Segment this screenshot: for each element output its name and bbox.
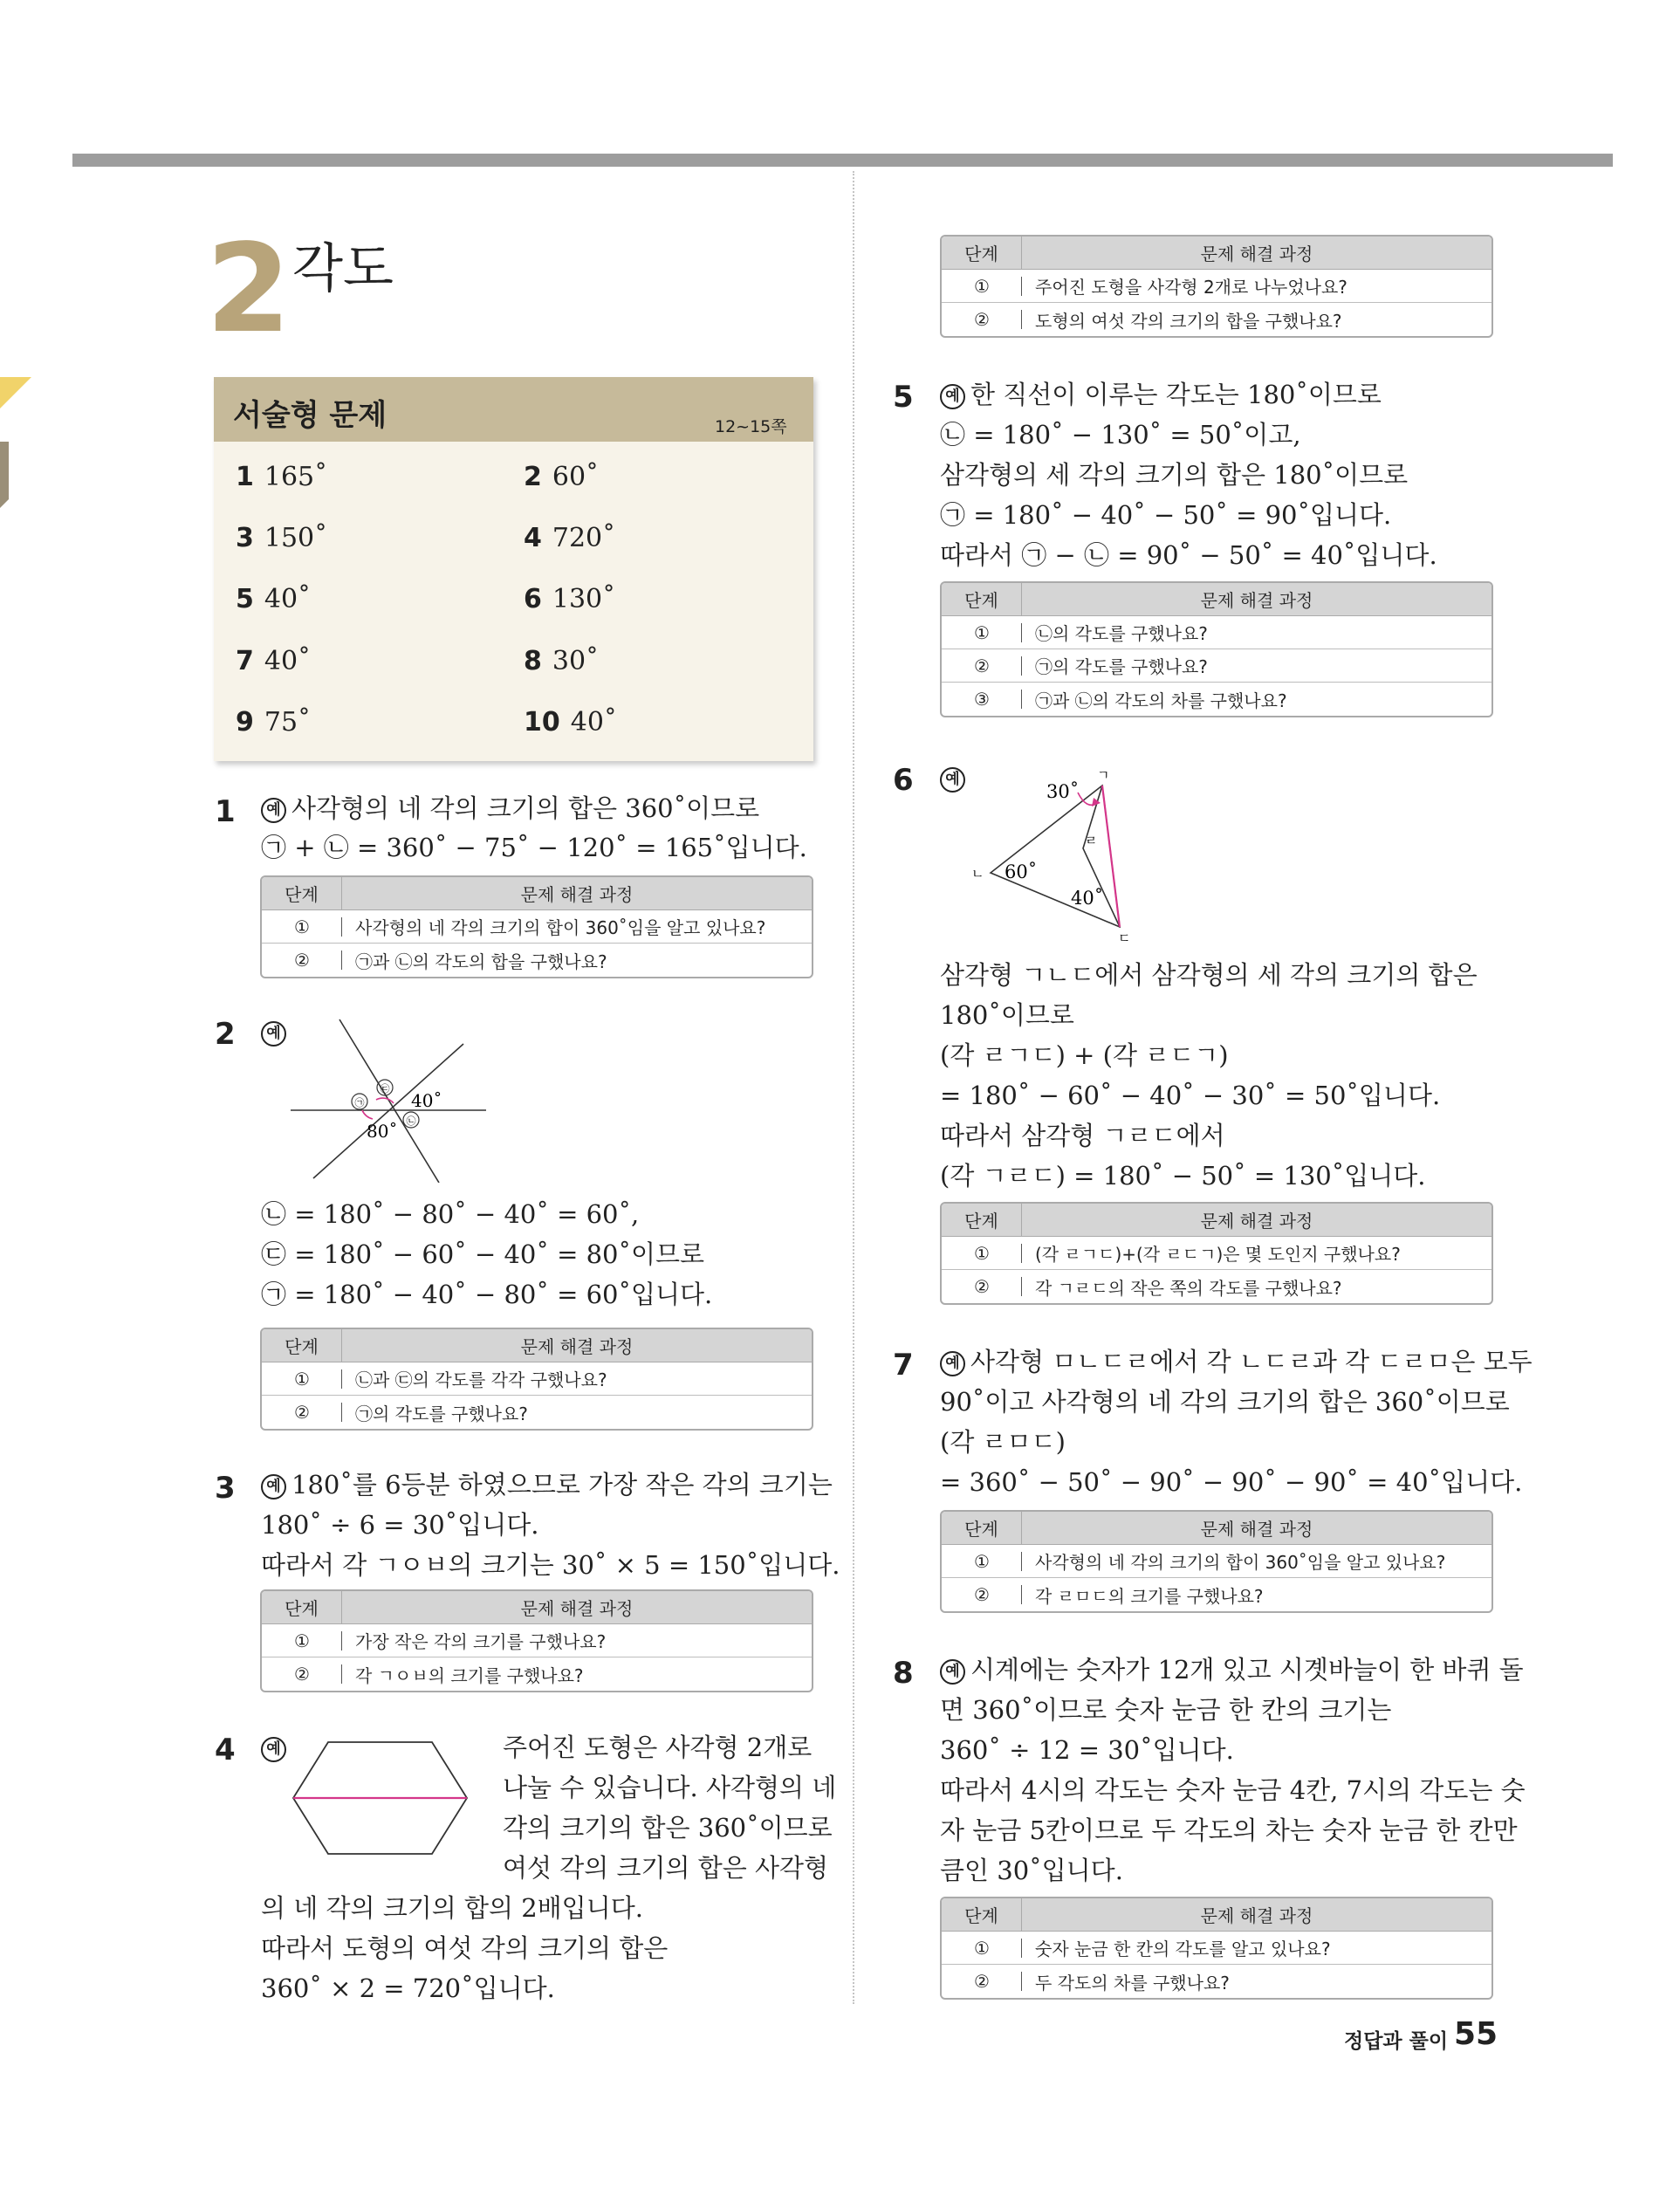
answer-item: 6 130˚ bbox=[524, 584, 616, 614]
example-mark-line bbox=[261, 1735, 291, 1762]
problem-text-line: 360˚ × 2 = 720˚입니다. bbox=[261, 1973, 555, 2003]
table-row: ① 가장 작은 각의 크기를 구했나요? bbox=[262, 1624, 812, 1657]
example-mark: 예 bbox=[940, 767, 965, 793]
step-table: 단계 문제 해결 과정 ① ㉡의 각도를 구했나요? ② ㉠의 각도를 구했나요? ③ ㉠과 ㉡의 각도의 차를 구했나요? bbox=[940, 581, 1493, 717]
problem-text-line: = 360˚ − 50˚ − 90˚ − 90˚ − 90˚ = 40˚입니다. bbox=[940, 1467, 1523, 1497]
table-row: ② 두 각도의 차를 구했나요? bbox=[942, 1965, 1491, 1998]
problem-number: 1 bbox=[215, 794, 236, 829]
table-row: ③ ㉠과 ㉡의 각도의 차를 구했나요? bbox=[942, 683, 1491, 716]
problem-number: 7 bbox=[893, 1348, 914, 1383]
problem-text-line: ㉠ = 180˚ − 40˚ − 50˚ = 90˚입니다. bbox=[940, 500, 1392, 530]
problem-text-line: 따라서 4시의 각도는 숫자 눈금 4칸, 7시의 각도는 숫 bbox=[940, 1775, 1526, 1805]
svg-text:㉢: ㉢ bbox=[380, 1083, 390, 1095]
problem-text-line: 따라서 삼각형 ㄱㄹㄷ에서 bbox=[940, 1121, 1225, 1150]
answer-item: 10 40˚ bbox=[524, 707, 617, 738]
problem-text-line: 180˚이므로 bbox=[940, 1000, 1074, 1030]
svg-text:ㄴ: ㄴ bbox=[971, 866, 984, 882]
problem-text-line: 의 네 각의 크기의 합의 2배입니다. bbox=[261, 1893, 643, 1923]
problem-number: 6 bbox=[893, 763, 914, 798]
column-divider bbox=[853, 171, 854, 2004]
table-row: ① 사각형의 네 각의 크기의 합이 360˚임을 알고 있나요? bbox=[262, 910, 812, 944]
table-row: ② 각 ㄱㄹㄷ의 작은 쪽의 각도를 구했나요? bbox=[942, 1270, 1491, 1303]
problem-text-line: 자 눈금 5칸이므로 두 각도의 차는 숫자 눈금 한 칸만 bbox=[940, 1815, 1518, 1845]
example-mark: 예 bbox=[261, 798, 286, 823]
step-table: 단계 문제 해결 과정 ① (각 ㄹㄱㄷ)+(각 ㄹㄷㄱ)은 몇 도인지 구했나요? ② 각 ㄱㄹㄷ의 작은 쪽의 각도를 구했나요? bbox=[940, 1202, 1493, 1305]
answer-summary-box bbox=[214, 377, 813, 761]
svg-text:ㄱ: ㄱ bbox=[1097, 767, 1110, 783]
table-row: ② 도형의 여섯 각의 크기의 합을 구했나요? bbox=[942, 303, 1491, 336]
table-row: ② 각 ㄱㅇㅂ의 크기를 구했나요? bbox=[262, 1657, 812, 1691]
intersecting-lines-figure bbox=[284, 1012, 493, 1183]
problem-text-line: 큼인 30˚입니다. bbox=[940, 1856, 1123, 1885]
problem-text-line: 삼각형 ㄱㄴㄷ에서 삼각형의 세 각의 크기의 합은 bbox=[940, 960, 1478, 990]
table-row: ② ㉠의 각도를 구했나요? bbox=[262, 1396, 812, 1429]
answer-item: 4 720˚ bbox=[524, 523, 616, 553]
problem-text-line: ㉠ = 180˚ − 40˚ − 80˚ = 60˚입니다. bbox=[261, 1280, 713, 1309]
problem-text-line: 따라서 ㉠ − ㉡ = 90˚ − 50˚ = 40˚입니다. bbox=[940, 540, 1437, 570]
answer-item: 8 30˚ bbox=[524, 646, 600, 676]
triangle-figure bbox=[964, 765, 1139, 944]
problem-text-line: ㉡ = 180˚ − 130˚ = 50˚이고, bbox=[940, 420, 1301, 450]
problem-number: 8 bbox=[893, 1656, 914, 1691]
answer-item: 3 150˚ bbox=[236, 523, 328, 553]
hexagon-figure bbox=[288, 1737, 471, 1863]
problem-text-line: (각 ㄱㄹㄷ) = 180˚ − 50˚ = 130˚입니다. bbox=[940, 1161, 1426, 1191]
example-mark: 예 bbox=[261, 1474, 286, 1500]
answer-item: 7 40˚ bbox=[236, 646, 312, 676]
table-row: ② ㉠과 ㉡의 각도의 합을 구했나요? bbox=[262, 944, 812, 977]
summary-fold-decoration bbox=[0, 377, 49, 508]
top-rule bbox=[72, 154, 1613, 167]
step-table: 단계 문제 해결 과정 ① 사각형의 네 각의 크기의 합이 360˚임을 알고 있나요? ② 각 ㄹㅁㄷ의 크기를 구했나요? bbox=[940, 1510, 1493, 1613]
problem-text-line: (각 ㄹㄱㄷ) + (각 ㄹㄷㄱ) bbox=[940, 1040, 1229, 1070]
svg-text:㉡: ㉡ bbox=[406, 1115, 416, 1127]
table-row: ② 각 ㄹㅁㄷ의 크기를 구했나요? bbox=[942, 1578, 1491, 1611]
problem-text-line: 예 180˚를 6등분 하였으므로 가장 작은 각의 크기는 bbox=[261, 1472, 833, 1500]
answer-item: 5 40˚ bbox=[236, 584, 312, 614]
problem-text-line: 예 사각형의 네 각의 크기의 합은 360˚이므로 bbox=[261, 796, 759, 823]
answer-item: 1 165˚ bbox=[236, 462, 328, 492]
answer-item: 9 75˚ bbox=[236, 707, 312, 738]
problem-text-line: ㉠ + ㉡ = 360˚ − 75˚ − 120˚ = 165˚입니다. bbox=[261, 833, 807, 862]
table-row: ① (각 ㄹㄱㄷ)+(각 ㄹㄷㄱ)은 몇 도인지 구했나요? bbox=[942, 1237, 1491, 1270]
example-mark: 예 bbox=[261, 1021, 286, 1047]
footer-label: 정답과 풀이 bbox=[1344, 2030, 1449, 2053]
problem-text-line: ㉡ = 180˚ − 80˚ − 40˚ = 60˚, bbox=[261, 1199, 640, 1229]
problem-text-line: 180˚ ÷ 6 = 30˚입니다. bbox=[261, 1510, 539, 1540]
table-row: ② ㉠의 각도를 구했나요? bbox=[942, 649, 1491, 683]
table-row: ① ㉡과 ㉢의 각도를 각각 구했나요? bbox=[262, 1362, 812, 1396]
problem-text-line: 따라서 각 ㄱㅇㅂ의 크기는 30˚ × 5 = 150˚입니다. bbox=[261, 1550, 840, 1580]
problem-text-line: 예 시계에는 숫자가 12개 있고 시곗바늘이 한 바퀴 돌 bbox=[940, 1657, 1524, 1685]
svg-text:ㄷ: ㄷ bbox=[1118, 930, 1131, 944]
problem-text-line: 예 한 직선이 이루는 각도는 180˚이므로 bbox=[940, 382, 1382, 409]
step-table: 단계 문제 해결 과정 ① 가장 작은 각의 크기를 구했나요? ② 각 ㄱㅇㅂ의 크기를 구했나요? bbox=[260, 1589, 813, 1692]
problem-number: 3 bbox=[215, 1471, 236, 1506]
chapter-number: 2 bbox=[206, 218, 291, 360]
table-row: ① ㉡의 각도를 구했나요? bbox=[942, 616, 1491, 649]
summary-pages: 12~15쪽 bbox=[715, 417, 787, 436]
problem-text-line: 각의 크기의 합은 360˚이므로 bbox=[503, 1813, 833, 1843]
problem-text-line: 90˚이고 사각형의 네 각의 크기의 합은 360˚이므로 bbox=[940, 1387, 1510, 1417]
problem-text-line: 삼각형의 세 각의 크기의 합은 180˚이므로 bbox=[940, 460, 1409, 490]
svg-text:ㄹ: ㄹ bbox=[1085, 833, 1098, 848]
summary-title: 서술형 문제 bbox=[233, 398, 387, 433]
problem-text-line: 360˚ ÷ 12 = 30˚입니다. bbox=[940, 1735, 1234, 1765]
page-number: 55 bbox=[1454, 2016, 1498, 2052]
problem-text-line: 예 사각형 ㅁㄴㄷㄹ에서 각 ㄴㄷㄹ과 각 ㄷㄹㅁ은 모두 bbox=[940, 1349, 1533, 1376]
svg-text:40˚: 40˚ bbox=[411, 1090, 442, 1111]
svg-text:80˚: 80˚ bbox=[367, 1121, 398, 1142]
svg-text:㉠: ㉠ bbox=[354, 1097, 365, 1108]
example-mark: 예 bbox=[940, 1351, 965, 1376]
chapter-title: 각도 bbox=[292, 238, 394, 299]
step-table: 단계 문제 해결 과정 ① 주어진 도형을 사각형 2개로 나누었나요? ② 도형의 여섯 각의 크기의 합을 구했나요? bbox=[940, 235, 1493, 338]
summary-header bbox=[214, 377, 813, 442]
example-mark: 예 bbox=[940, 1659, 965, 1685]
example-mark: 예 bbox=[261, 1737, 286, 1762]
svg-text:40˚: 40˚ bbox=[1071, 888, 1104, 909]
table-row: ① 사각형의 네 각의 크기의 합이 360˚임을 알고 있나요? bbox=[942, 1545, 1491, 1578]
step-table: 단계 문제 해결 과정 ① 사각형의 네 각의 크기의 합이 360˚임을 알고 있나요? ② ㉠과 ㉡의 각도의 합을 구했나요? bbox=[260, 875, 813, 978]
problem-number: 4 bbox=[215, 1733, 236, 1767]
problem-number: 5 bbox=[893, 380, 914, 415]
example-mark: 예 bbox=[940, 384, 965, 409]
table-row: ① 주어진 도형을 사각형 2개로 나누었나요? bbox=[942, 270, 1491, 303]
problem-text-line: 나눌 수 있습니다. 사각형의 네 bbox=[503, 1773, 837, 1802]
problem-text-line: 따라서 도형의 여섯 각의 크기의 합은 bbox=[261, 1933, 669, 1963]
problem-text-line: 여섯 각의 크기의 합은 사각형 bbox=[503, 1853, 829, 1883]
problem-number: 2 bbox=[215, 1017, 236, 1052]
problem-text-line: 주어진 도형은 사각형 2개로 bbox=[503, 1733, 813, 1762]
problem-text-line: = 180˚ − 60˚ − 40˚ − 30˚ = 50˚입니다. bbox=[940, 1081, 1441, 1110]
problem-text-line: 면 360˚이므로 숫자 눈금 한 칸의 크기는 bbox=[940, 1695, 1392, 1725]
svg-text:30˚: 30˚ bbox=[1046, 781, 1080, 802]
step-table: 단계 문제 해결 과정 ① 숫자 눈금 한 칸의 각도를 알고 있나요? ② 두 각도의 차를 구했나요? bbox=[940, 1897, 1493, 2000]
step-table: 단계 문제 해결 과정 ① ㉡과 ㉢의 각도를 각각 구했나요? ② ㉠의 각도를 구했나요? bbox=[260, 1328, 813, 1431]
problem-text-line: (각 ㄹㅁㄷ) bbox=[940, 1427, 1066, 1457]
problem-text-line: ㉢ = 180˚ − 60˚ − 40˚ = 80˚이므로 bbox=[261, 1239, 705, 1269]
answer-item: 2 60˚ bbox=[524, 462, 600, 492]
table-row: ① 숫자 눈금 한 칸의 각도를 알고 있나요? bbox=[942, 1932, 1491, 1965]
svg-text:60˚: 60˚ bbox=[1005, 861, 1038, 882]
